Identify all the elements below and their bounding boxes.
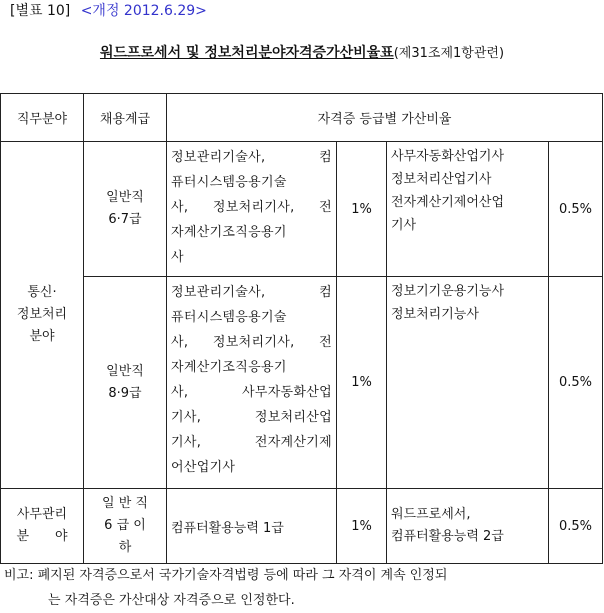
footnote [4, 563, 447, 613]
cert-line: 퓨터시스템응용기술 [171, 310, 287, 325]
grade-line: 6·7급 [108, 212, 142, 227]
cert-line: 컴퓨터활용능력 2급 [391, 529, 504, 544]
cert-line: 사, 사무자동화산업 [171, 385, 332, 400]
table-row [1, 489, 603, 564]
footnote-line-2: 는 자격증은 가산대상 자격증으로 인정한다. [48, 593, 295, 608]
grade-line: 일반직 [106, 190, 144, 205]
cert-line: 사, 정보처리기사, 전 [171, 335, 332, 350]
grade-line: 6 급 이 [104, 518, 146, 533]
field-office [1, 489, 84, 564]
cert-list-b [387, 142, 549, 277]
grade-line: 하 [118, 540, 132, 555]
title-relation: (제31조제1항관련) [393, 46, 505, 61]
rate-b: 0.5% [549, 489, 603, 564]
cert-line: 사무자동화산업기사 [391, 149, 505, 164]
cert-line: 퓨터시스템응용기술 [171, 175, 287, 190]
field-office-line: 분 야 [16, 529, 68, 544]
grade-6-7 [84, 142, 167, 277]
field-office-line: 사무관리 [16, 507, 68, 522]
footnote-line-1: 비고: 폐지된 자격증으로서 국가기술자격법령 등에 따라 그 자격이 계속 인정되 [4, 568, 448, 583]
grade-6-below [84, 489, 167, 564]
cert-list-b [387, 489, 549, 564]
grade-line: 8·9급 [108, 385, 142, 401]
cert-list-a [167, 277, 337, 489]
cert-line: 정보관리기술사, 컴 [171, 150, 332, 165]
cert-line: 자계산기조직응용기 [171, 225, 287, 240]
cert-line: 정보처리기능사 [391, 307, 479, 322]
grade-8-9 [84, 277, 167, 489]
cert-list-b [387, 277, 549, 489]
cert-line: 기사 [391, 218, 417, 233]
amendment-date: <개정 2012.6.29> [80, 3, 207, 19]
cert-line: 정보처리산업기사 [391, 172, 492, 187]
rate-b: 0.5% [549, 277, 603, 489]
cert-line: 전자계산기제어산업 [391, 195, 505, 210]
cert-line: 기사, 정보처리산업 [171, 410, 332, 425]
annex-label: [별표 10] [10, 3, 71, 19]
cert-line: 정보기기운용기능사 [391, 284, 505, 299]
rate-a: 1% [337, 277, 387, 489]
table-header-row [1, 94, 603, 142]
table-title: 워드프로세서 및 정보처리분야자격증가산비율표 [99, 45, 394, 61]
cert-list-a [167, 142, 337, 277]
field-it-line: 통신· [27, 285, 57, 300]
cert-line: 정보관리기술사, 컴 [171, 285, 332, 300]
cert-line: 워드프로세서, [391, 507, 471, 522]
field-it [1, 142, 84, 489]
rate-a: 1% [337, 489, 387, 564]
header-job-field: 직무분야 [1, 94, 84, 142]
header-grade: 채용계급 [84, 94, 167, 142]
cert-line: 기사, 전자계산기제 [171, 435, 332, 450]
header-bonus-rate: 자격증 등급별 가산비율 [167, 94, 603, 142]
cert-line: 사 [171, 250, 184, 265]
field-it-line: 분야 [29, 329, 55, 344]
bonus-rate-table [0, 93, 603, 564]
rate-a: 1% [337, 142, 387, 277]
grade-line: 일반직 [106, 363, 144, 379]
grade-line: 일 반 직 [102, 496, 148, 511]
cert-list-a: 컴퓨터활용능력 1급 [167, 489, 337, 564]
rate-b: 0.5% [549, 142, 603, 277]
page-title [0, 42, 604, 62]
cert-line: 어산업기사 [171, 460, 236, 475]
annex-header [10, 0, 207, 20]
cert-line: 자계산기조직응용기 [171, 360, 287, 375]
cert-line: 사, 정보처리기사, 전 [171, 200, 332, 215]
field-it-line: 정보처리 [16, 307, 68, 322]
table-row [1, 142, 603, 277]
table-row [1, 277, 603, 489]
